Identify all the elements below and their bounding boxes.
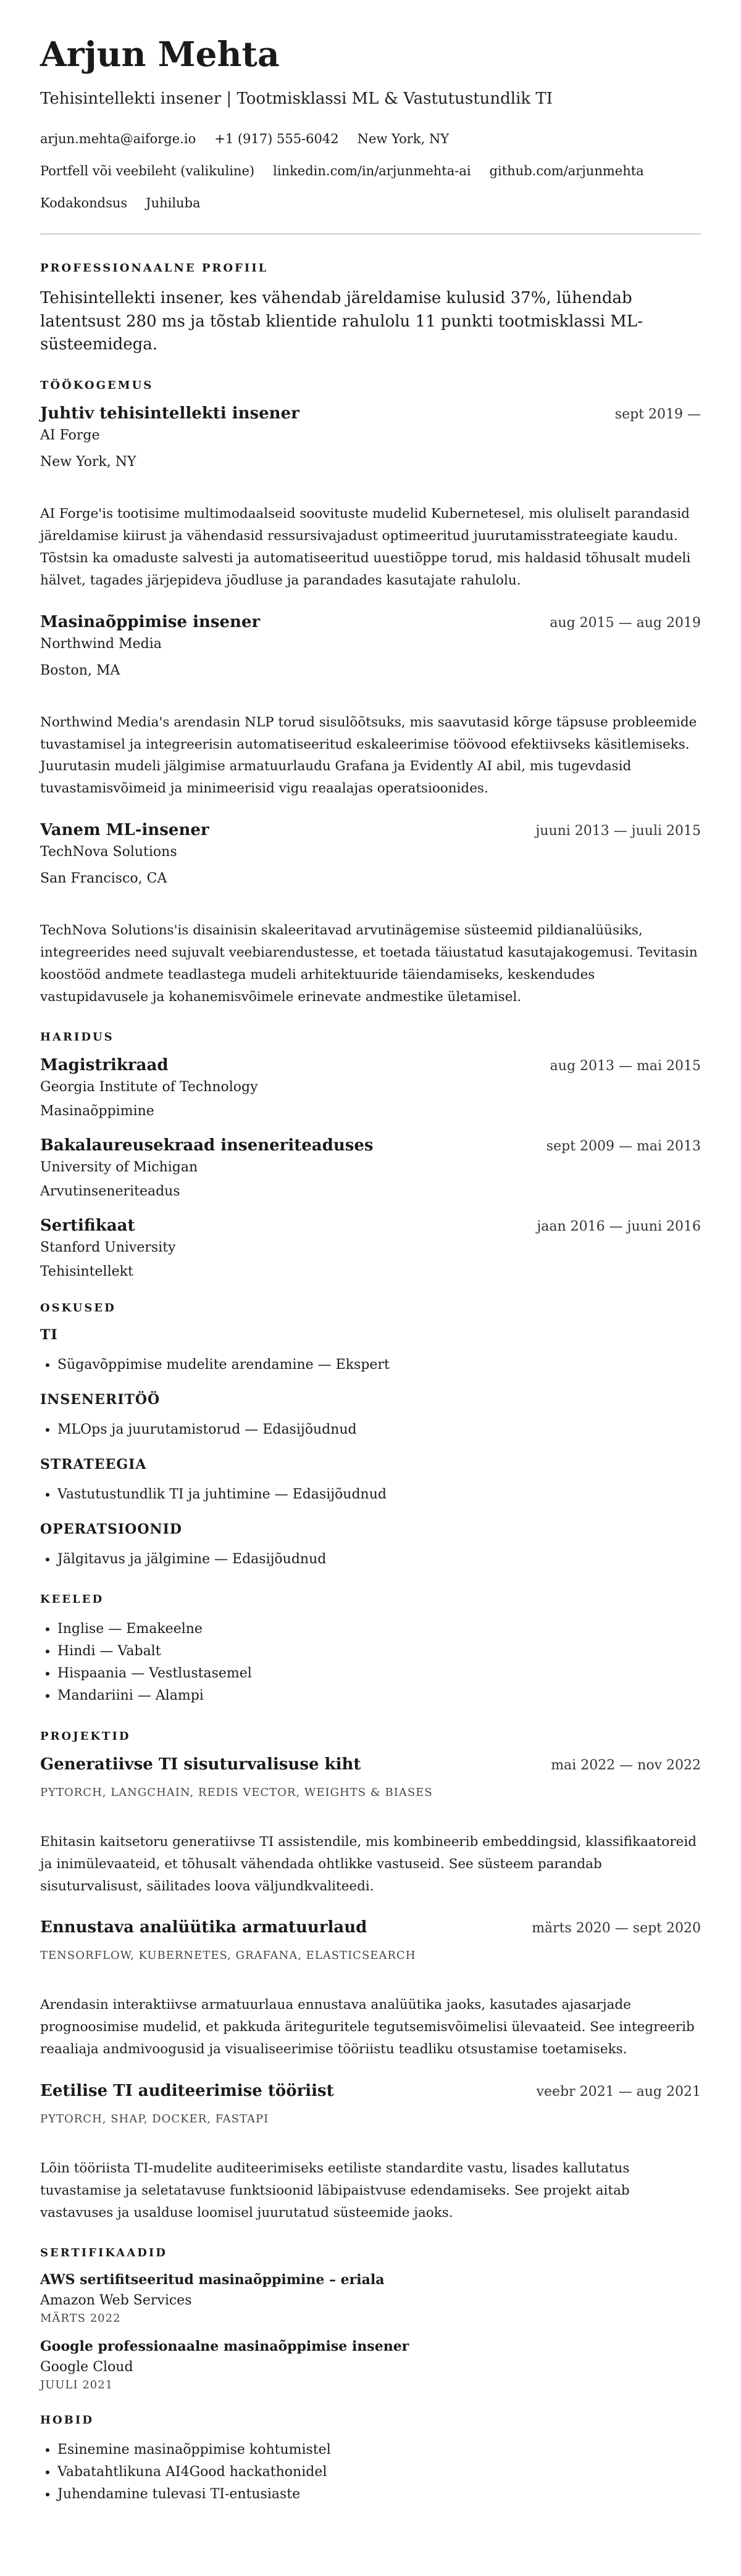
skill-group — [40, 1392, 701, 1440]
header-divider — [40, 233, 701, 235]
language-list — [40, 1618, 701, 1708]
email-link[interactable]: arjun.mehta@aiforge.io — [40, 131, 196, 146]
contact-info — [40, 131, 701, 147]
skill-group — [40, 1327, 701, 1376]
section-title: KEELED — [40, 1592, 104, 1606]
certification-issuer: Google Cloud — [40, 2359, 133, 2375]
section-title: SERTIFIKAADID — [40, 2246, 167, 2259]
drivers-license-text: Juhiluba — [146, 195, 201, 210]
candidate-headline: Tehisintellekti insener | Tootmisklassi ML & Vastutustundlik TI — [40, 89, 553, 108]
citizenship-text: Kodakondsus — [40, 195, 128, 210]
job-description: TechNova Solutions'is disainisin skaleeritavad arvutinägemise süsteemid pildianalüüsiks, integreerides need sujuvalt veebiarendustesse, et toetada täiustatud kasutajakogemusi. Tevitasin koostööd andmete teadlastega mudeli arhitektuuride täiendamiseks, keskendudes vastupidavusele ja kohanemisvõimele erinevate andmestike ületamisel. — [40, 923, 698, 1005]
project-date: märts 2020 — sept 2020 — [532, 1921, 701, 1937]
school-name: Stanford University — [40, 1239, 176, 1255]
field-of-study: Tehisintellekt — [40, 1263, 133, 1279]
section-title: OSKUSED — [40, 1301, 116, 1315]
projects-section — [40, 1730, 701, 2224]
languages-section — [40, 1593, 701, 1708]
job-description: Northwind Media's arendasin NLP torud sisulõõtsuks, mis saavutasid kõrge täpsuse probleemide tuvastamisel ja integreerisin automatiseeritud eskaleerimise töövood efektiivseks käsitlemiseks. Juurutasin mudeli jälgimise armatuurlaudu Grafana ja Evidently AI abil, mis tugevdasid tuvastamisvõimeid ja minimeerisid vigu reaalajas operatsioonides. — [40, 714, 697, 797]
skills-section — [40, 1302, 701, 1571]
section-title: PROFESSIONAALNE PROFIIL — [40, 262, 269, 275]
education-date: jaan 2016 — juuni 2016 — [537, 1218, 701, 1234]
certification-title: AWS sertifitseeritud masinaõppimine – eriala — [40, 2271, 385, 2288]
project-entry — [40, 2082, 701, 2224]
field-of-study: Arvutinseneriteadus — [40, 1183, 180, 1199]
skill-group — [40, 1456, 701, 1505]
project-tech-stack: PYTORCH, LANGCHAIN, REDIS VECTOR, WEIGHTS & BIASES — [40, 1785, 433, 1799]
hobby-item: • Juhendamine tulevasi TI-entusiaste — [57, 2483, 701, 2506]
education-date: sept 2009 — mai 2013 — [546, 1138, 701, 1154]
resume-page — [40, 0, 701, 2553]
language-item: • Mandariini — Alampi — [57, 1685, 701, 1707]
certifications-section — [40, 2246, 701, 2391]
project-description: Lõin tööriista TI-mudelite auditeerimiseks eetiliste standardite vastu, lisades kallutatus tuvastamise ja seletatavuse funktsioonid läbipaistvuse edendamiseks. See projekt aitab vastavuses ja usalduse loomisel juurutatud süsteemide jaoks. — [40, 2161, 630, 2221]
job-entry — [40, 404, 701, 592]
certification-issuer: Amazon Web Services — [40, 2292, 192, 2308]
job-company: AI Forge — [40, 428, 100, 444]
certification-date: JUULI 2021 — [40, 2378, 114, 2391]
education-entry — [40, 1216, 701, 1279]
job-location: San Francisco, CA — [40, 871, 167, 887]
job-title: Vanem ML-insener — [40, 821, 209, 840]
section-title: HOBID — [40, 2413, 94, 2427]
job-location: New York, NY — [40, 454, 136, 470]
project-entry — [40, 1918, 701, 2061]
skill-item: • MLOps ja juurutamistorud — Edasijõudnud — [57, 1419, 701, 1440]
skill-group — [40, 1521, 701, 1570]
job-entry — [40, 821, 701, 1008]
project-description: Ehitasin kaitsetoru generatiivse TI assistendile, mis kombineerib embeddingsid, klassifikaatoreid ja inimülevaateid, et tõhusalt vähendada ohtlikke vastuseid. See süsteem parandab sisuturvalisust, säilitades loova väljundkvaliteedi. — [40, 1834, 697, 1894]
skill-category: INSENERITÖÖ — [40, 1392, 161, 1408]
hobby-item: • Vabatahtlikuna AI4Good hackathonidel — [57, 2461, 701, 2483]
job-description: AI Forge'is tootisime multimodaalseid soovituste mudelid Kubernetesel, mis oluliselt parandasid järeldamise kiirust ja vähendasid ressursivajadust optimeeritud juurutamisstrateegiate kaudu. Tõstsin ka omaduste salvesti ja automatiseeritud uuestiõppe torud, mis haldasid tõhusalt mudeli hälvet, tagades järjepideva jõudluse ja parandades kasutajate rahulolu. — [40, 506, 691, 588]
job-entry — [40, 613, 701, 800]
certification-date: MÄRTS 2022 — [40, 2311, 121, 2325]
resume-header — [40, 36, 701, 211]
language-item: • Inglise — Emakeelne — [57, 1618, 701, 1640]
job-title: Masinaõppimise insener — [40, 612, 261, 631]
skill-item: • Vastutustundlik TI ja juhtimine — Edasijõudnud — [57, 1484, 701, 1505]
education-entry — [40, 1136, 701, 1199]
school-name: University of Michigan — [40, 1159, 198, 1175]
certification-entry — [40, 2338, 701, 2391]
section-title: HARIDUS — [40, 1030, 114, 1044]
experience-section — [40, 379, 701, 1008]
phone-link[interactable]: +1 (917) 555-6042 — [214, 131, 339, 146]
extra-info — [40, 196, 701, 211]
education-entry — [40, 1056, 701, 1119]
profile-links — [40, 164, 701, 179]
school-name: Georgia Institute of Technology — [40, 1079, 258, 1095]
section-title: PROJEKTID — [40, 1729, 131, 1743]
degree-title: Sertifikaat — [40, 1216, 135, 1235]
project-title: Eetilise TI auditeerimise tööriist — [40, 2082, 334, 2101]
job-date: sept 2019 — — [614, 407, 701, 423]
skill-category: STRATEEGIA — [40, 1456, 147, 1473]
degree-title: Bakalaureusekraad inseneriteaduses — [40, 1136, 374, 1155]
job-date: aug 2015 — aug 2019 — [550, 615, 701, 631]
github-link[interactable]: github.com/arjunmehta — [489, 163, 644, 178]
project-entry — [40, 1755, 701, 1898]
skill-item: • Sügavõppimise mudelite arendamine — Ekspert — [57, 1354, 701, 1376]
profile-summary: Tehisintellekti insener, kes vähendab järeldamise kulusid 37%, lühendab latentsust 280 ms ja tõstab klientide rahulolu 11 punkti tootmisklassi ML-süsteemidega. — [40, 289, 643, 354]
skill-category: OPERATSIOONID — [40, 1521, 182, 1538]
project-tech-stack: PYTORCH, SHAP, DOCKER, FASTAPI — [40, 2113, 269, 2126]
project-date: mai 2022 — nov 2022 — [551, 1757, 701, 1773]
language-item: • Hispaania — Vestlustasemel — [57, 1663, 701, 1685]
project-tech-stack: TENSORFLOW, KUBERNETES, GRAFANA, ELASTICSEARCH — [40, 1949, 416, 1963]
skill-category: TI — [40, 1326, 58, 1343]
education-date: aug 2013 — mai 2015 — [550, 1058, 701, 1074]
hobbies-section — [40, 2414, 701, 2506]
profile-section — [40, 262, 701, 357]
degree-title: Magistrikraad — [40, 1055, 169, 1074]
hobby-item: • Esinemine masinaõppimise kohtumistel — [57, 2439, 701, 2461]
project-title: Ennustava analüütika armatuurlaud — [40, 1918, 367, 1937]
job-date: juuni 2013 — juuli 2015 — [535, 823, 701, 839]
job-company: TechNova Solutions — [40, 844, 177, 860]
skill-item: • Jälgitavus ja jälgimine — Edasijõudnud — [57, 1548, 701, 1570]
linkedin-link[interactable]: linkedin.com/in/arjunmehta-ai — [273, 163, 471, 178]
certification-entry — [40, 2272, 701, 2325]
candidate-name: Arjun Mehta — [40, 34, 280, 74]
portfolio-link[interactable]: Portfell või veebileht (valikuline) — [40, 163, 255, 178]
job-title: Juhtiv tehisintellekti insener — [40, 404, 299, 423]
section-title: TÖÖKOGEMUS — [40, 379, 154, 393]
project-description: Arendasin interaktiivse armatuurlaua ennustava analüütika jaoks, kasutades ajasarjade prognoosimise mudelid, et pakkuda äriteguritele tegutsemisvõimelisi ülevaateid. See integreerib reaaliaja andmivoogusid ja visualiseerimise tööriistu teadliku otsustamise toetamiseks. — [40, 1997, 695, 2058]
job-location: Boston, MA — [40, 662, 120, 678]
language-item: • Hindi — Vabalt — [57, 1640, 701, 1663]
certification-title: Google professionaalne masinaõppimise insener — [40, 2338, 409, 2354]
hobby-list — [40, 2439, 701, 2506]
location-text: New York, NY — [357, 131, 450, 146]
education-section — [40, 1031, 701, 1279]
field-of-study: Masinaõppimine — [40, 1103, 154, 1119]
job-company: Northwind Media — [40, 636, 162, 652]
project-title: Generatiivse TI sisuturvalisuse kiht — [40, 1755, 361, 1774]
project-date: veebr 2021 — aug 2021 — [536, 2084, 701, 2100]
